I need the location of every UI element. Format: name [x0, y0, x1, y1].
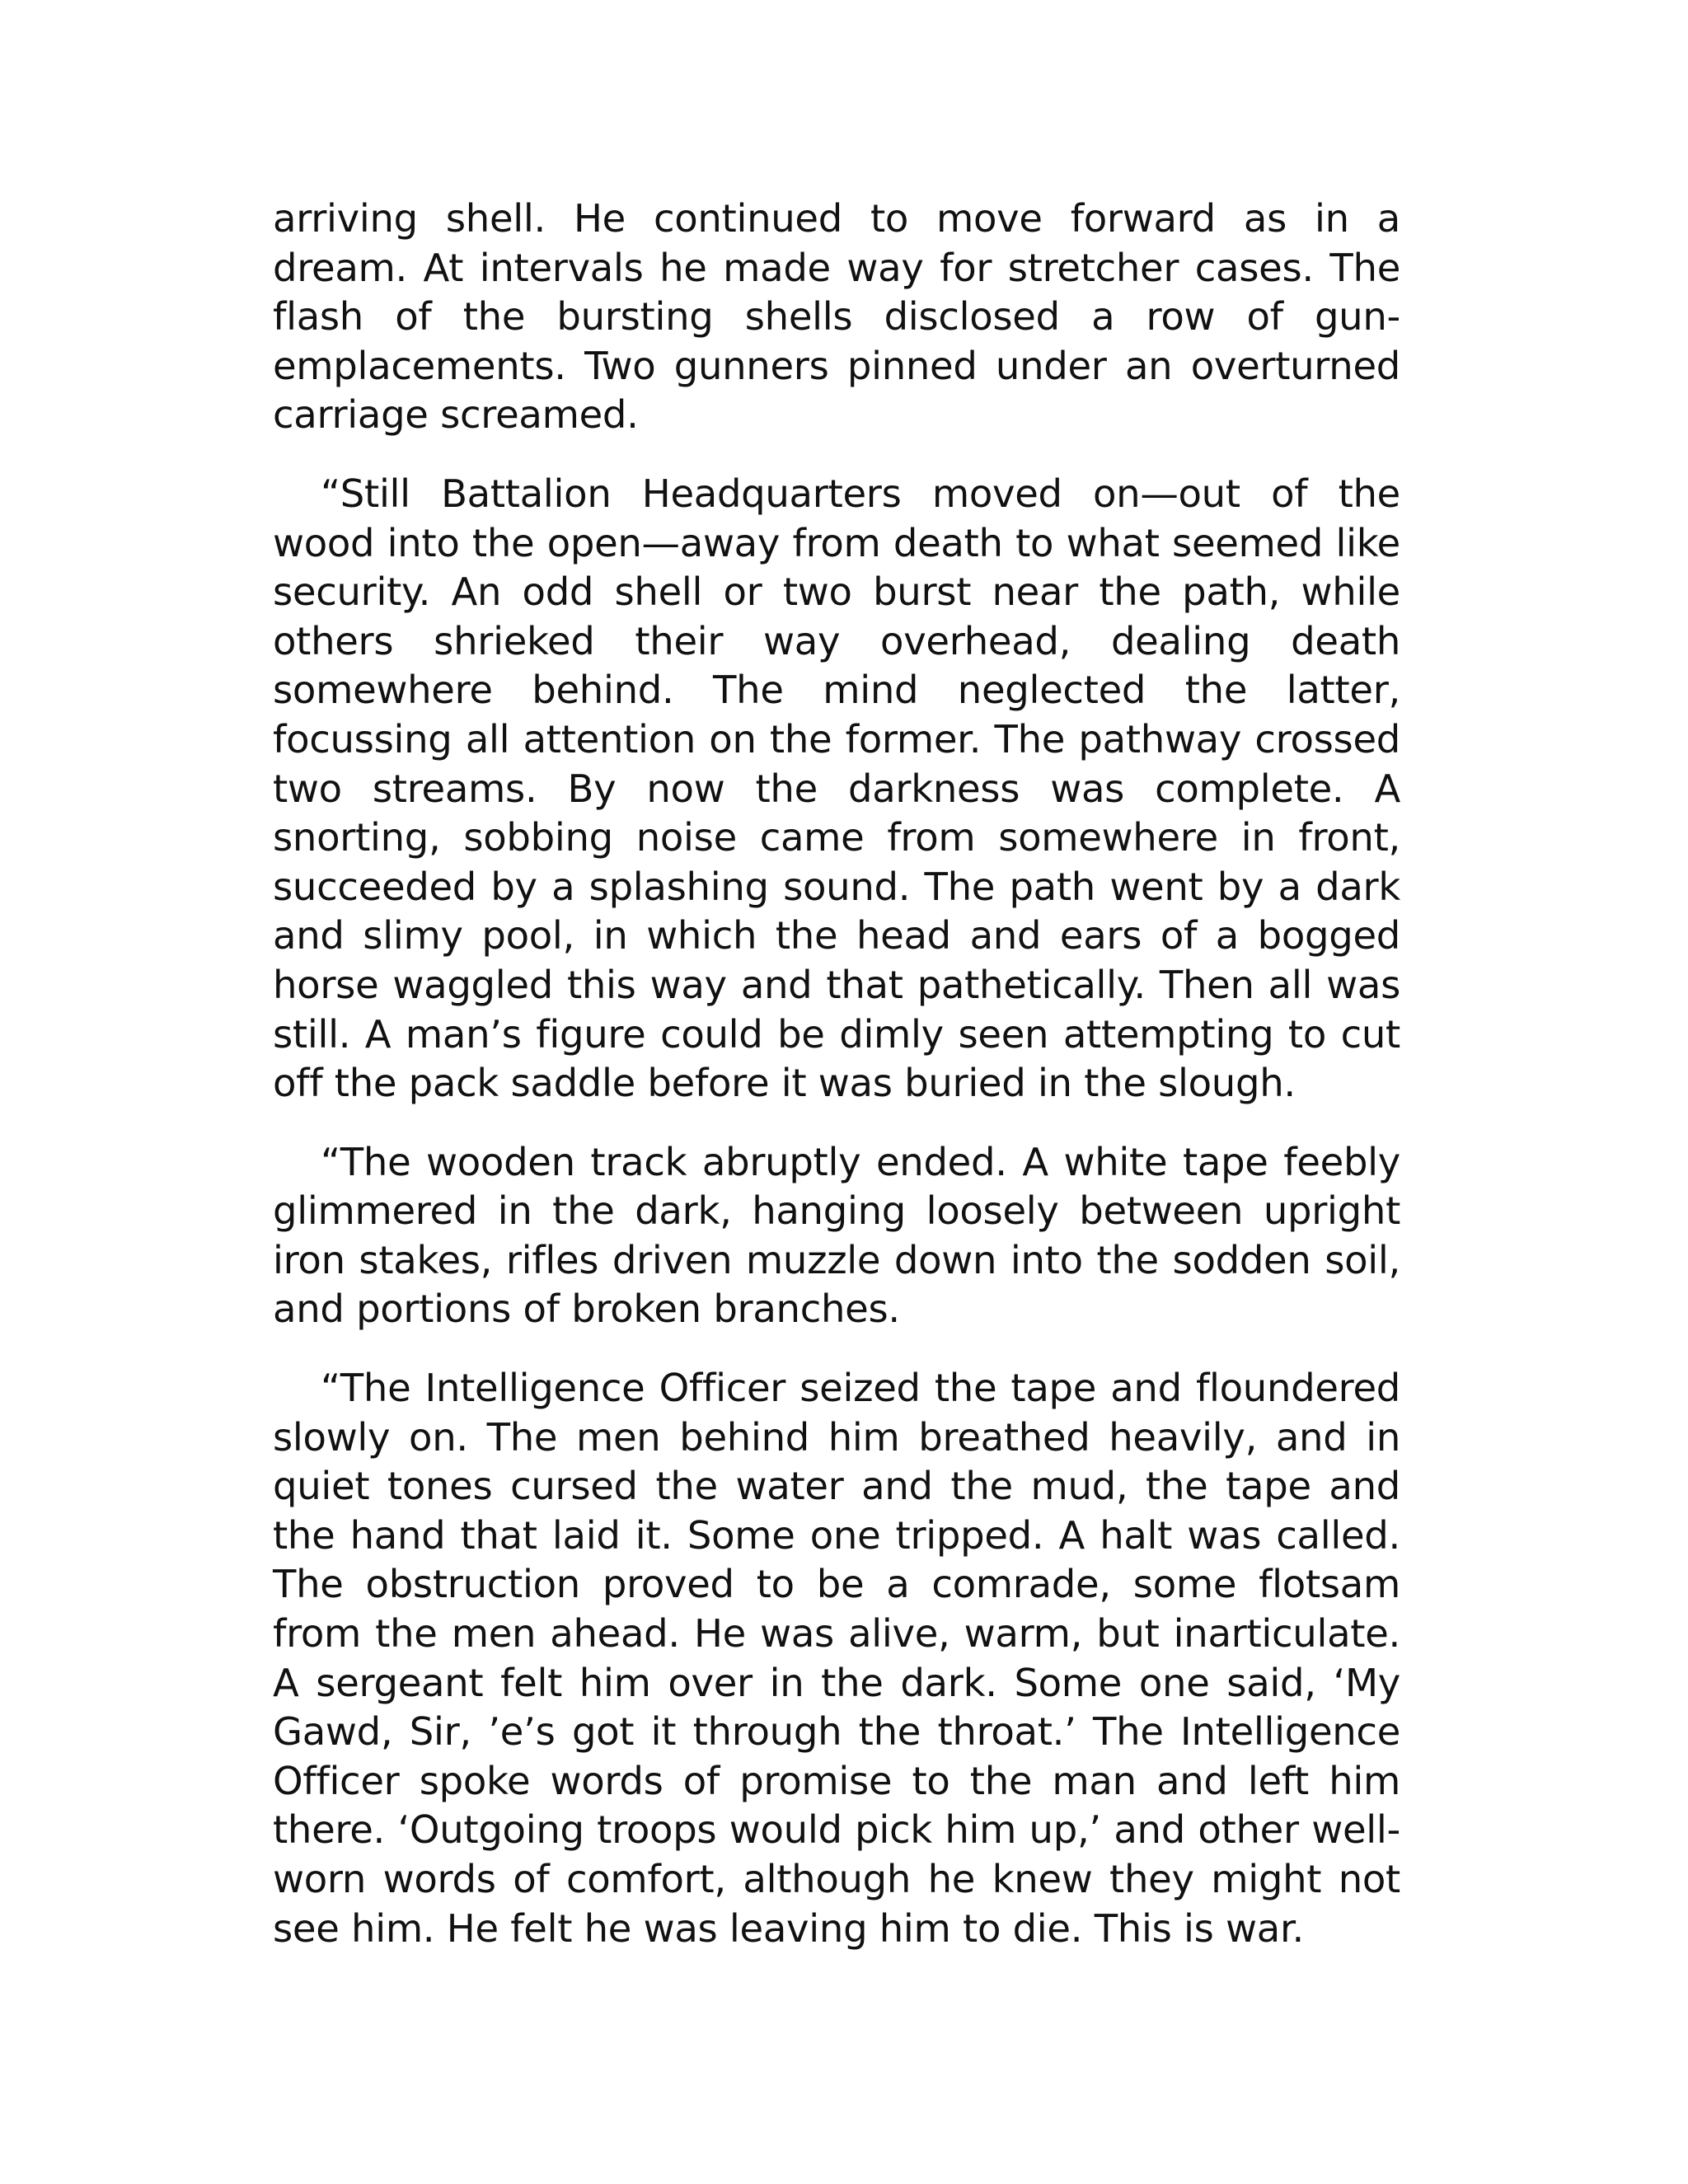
paragraph-2: “Still Battalion Headquarters moved on—out of the wood into the open—away from death to what seemed like security. An odd shell or two burst near the path, while others shrieked their way overhead, dealing death somewhere behind. The mind neglected the latter, focussing all attention on the former. The pathway crossed two streams. By now the darkness was complete. A snorting, sobbing noise came from somewhere in front, succeeded by a splashing sound. The path went by a dark and slimy pool, in which the head and ears of a bogged horse waggled this way and that pathetically. Then all was still. A man’s figure could be dimly seen attempting to cut off the pack saddle before it was buried in the slough.: [273, 471, 1400, 1106]
page-body: [273, 194, 1400, 1983]
paragraph-1: arriving shell. He continued to move forward as in a dream. At intervals he made way for stretcher cases. The flash of the bursting shells disclosed a row of gun-emplacements. Two gunners pinned under an overturned carriage screamed.: [273, 196, 1400, 438]
paragraph-4: “The Intelligence Officer seized the tape and floundered slowly on. The men behind him breathed heavily, and in quiet tones cursed the water and the mud, the tape and the hand that laid it. Some one tripped. A halt was called. The obstruction proved to be a comrade, some flotsam from the men ahead. He was alive, warm, but inarticulate. A sergeant felt him over in the dark. Some one said, ‘My Gawd, Sir, ’e’s got it through the throat.’ The Intelligence Officer spoke words of promise to the man and left him there. ‘Outgoing troops would pick him up,’ and other well-worn words of comfort, although he knew they might not see him. He felt he was leaving him to die. This is war.: [273, 1366, 1400, 1951]
paragraph-3: “The wooden track abruptly ended. A white tape feebly glimmered in the dark, hanging loosely between upright iron stakes, rifles driven muzzle down into the sodden soil, and portions of broken branches.: [273, 1139, 1400, 1332]
